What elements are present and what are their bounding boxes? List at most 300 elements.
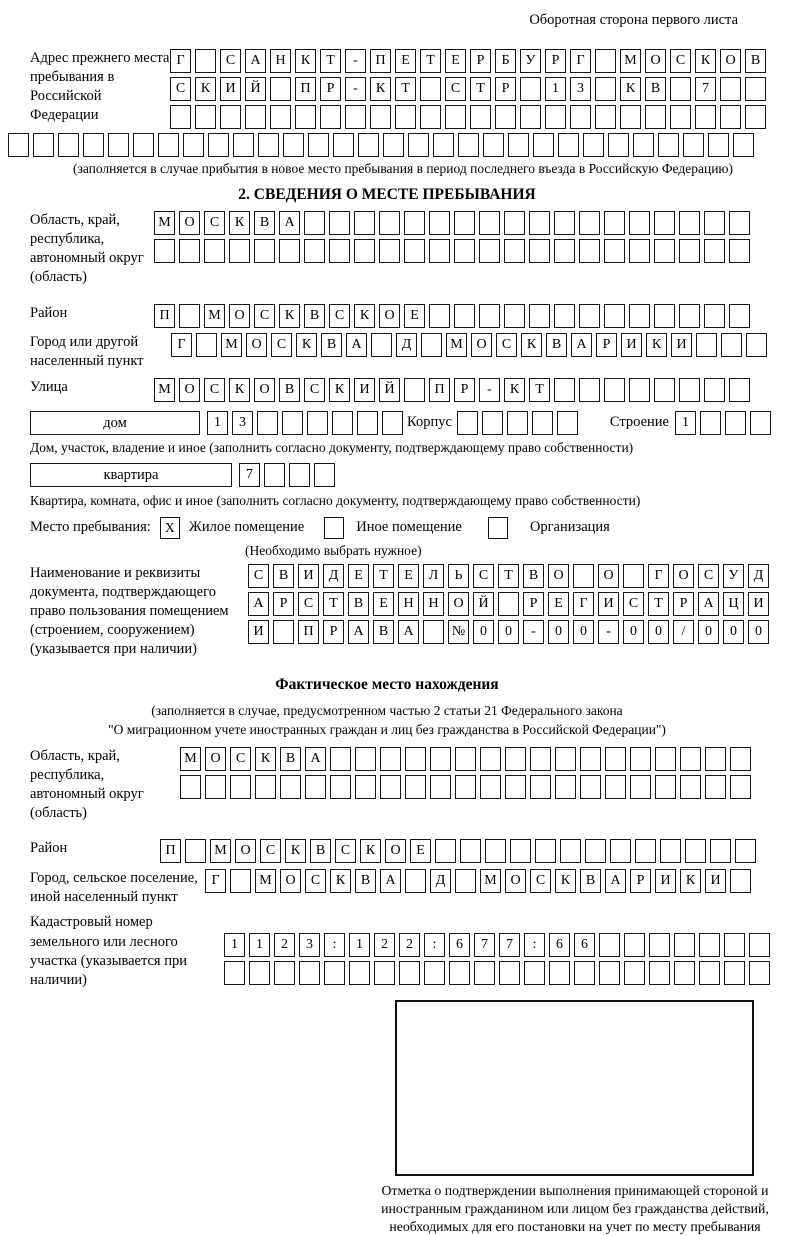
char-box[interactable] — [745, 105, 766, 129]
char-box[interactable] — [454, 211, 475, 235]
char-box[interactable]: В — [279, 378, 300, 402]
char-box[interactable]: О — [645, 49, 666, 73]
char-box[interactable] — [554, 304, 575, 328]
char-box[interactable]: С — [254, 304, 275, 328]
char-box[interactable]: 1 — [207, 411, 228, 435]
char-box[interactable] — [685, 839, 706, 863]
char-box[interactable]: С — [230, 747, 251, 771]
char-box[interactable] — [649, 961, 670, 985]
char-box[interactable]: И — [671, 333, 692, 357]
char-box[interactable] — [730, 869, 751, 893]
char-box[interactable] — [629, 378, 650, 402]
char-box[interactable] — [579, 211, 600, 235]
char-box[interactable]: В — [310, 839, 331, 863]
char-box[interactable] — [379, 211, 400, 235]
char-box[interactable]: В — [546, 333, 567, 357]
char-box[interactable] — [295, 105, 316, 129]
char-box[interactable] — [658, 133, 679, 157]
char-box[interactable]: 7 — [499, 933, 520, 957]
char-box[interactable]: М — [154, 378, 175, 402]
char-box[interactable] — [457, 411, 478, 435]
char-box[interactable]: С — [670, 49, 691, 73]
char-box[interactable] — [608, 133, 629, 157]
char-box[interactable]: В — [254, 211, 275, 235]
char-box[interactable] — [270, 105, 291, 129]
char-box[interactable] — [380, 775, 401, 799]
char-box[interactable] — [746, 333, 767, 357]
char-box[interactable] — [357, 411, 378, 435]
char-box[interactable] — [380, 747, 401, 771]
char-box[interactable] — [670, 105, 691, 129]
char-box[interactable]: К — [680, 869, 701, 893]
char-box[interactable] — [674, 933, 695, 957]
char-box[interactable]: 2 — [274, 933, 295, 957]
char-box[interactable]: П — [160, 839, 181, 863]
char-box[interactable] — [404, 239, 425, 263]
char-box[interactable] — [320, 105, 341, 129]
char-box[interactable]: М — [480, 869, 501, 893]
char-box[interactable]: К — [504, 378, 525, 402]
char-box[interactable]: 0 — [548, 620, 569, 644]
char-box[interactable] — [620, 105, 641, 129]
char-box[interactable] — [645, 105, 666, 129]
char-box[interactable] — [329, 239, 350, 263]
char-box[interactable]: В — [280, 747, 301, 771]
char-box[interactable]: К — [695, 49, 716, 73]
char-box[interactable] — [710, 839, 731, 863]
char-box[interactable] — [455, 775, 476, 799]
char-box[interactable] — [424, 961, 445, 985]
char-box[interactable] — [480, 747, 501, 771]
char-box[interactable]: Р — [673, 592, 694, 616]
char-box[interactable] — [421, 333, 442, 357]
char-box[interactable]: О — [505, 869, 526, 893]
char-box[interactable]: О — [246, 333, 267, 357]
char-box[interactable] — [58, 133, 79, 157]
char-box[interactable]: К — [555, 869, 576, 893]
char-box[interactable]: П — [370, 49, 391, 73]
char-box[interactable] — [530, 775, 551, 799]
char-box[interactable]: О — [673, 564, 694, 588]
char-box[interactable] — [332, 411, 353, 435]
char-box[interactable] — [705, 747, 726, 771]
char-box[interactable]: Е — [395, 49, 416, 73]
char-box[interactable]: А — [380, 869, 401, 893]
char-box[interactable] — [579, 304, 600, 328]
char-box[interactable]: С — [329, 304, 350, 328]
char-box[interactable] — [504, 239, 525, 263]
char-box[interactable]: 1 — [349, 933, 370, 957]
char-box[interactable] — [133, 133, 154, 157]
char-box[interactable] — [510, 839, 531, 863]
char-box[interactable]: А — [248, 592, 269, 616]
char-box[interactable] — [374, 961, 395, 985]
char-box[interactable] — [605, 747, 626, 771]
char-box[interactable]: С — [298, 592, 319, 616]
char-box[interactable]: К — [285, 839, 306, 863]
char-box[interactable]: Д — [430, 869, 451, 893]
char-box[interactable]: 0 — [748, 620, 769, 644]
char-box[interactable] — [205, 775, 226, 799]
char-box[interactable] — [670, 77, 691, 101]
char-box[interactable] — [730, 747, 751, 771]
char-box[interactable]: И — [705, 869, 726, 893]
char-box[interactable]: М — [180, 747, 201, 771]
char-box[interactable] — [704, 211, 725, 235]
char-box[interactable] — [349, 961, 370, 985]
char-box[interactable]: К — [229, 211, 250, 235]
char-box[interactable]: О — [385, 839, 406, 863]
char-box[interactable]: 0 — [698, 620, 719, 644]
char-box[interactable]: П — [429, 378, 450, 402]
char-box[interactable] — [507, 411, 528, 435]
char-box[interactable]: Т — [498, 564, 519, 588]
char-box[interactable]: О — [235, 839, 256, 863]
apartment-type-box[interactable]: квартира — [30, 463, 232, 487]
char-box[interactable]: Р — [273, 592, 294, 616]
char-box[interactable] — [570, 105, 591, 129]
char-box[interactable] — [455, 747, 476, 771]
char-box[interactable] — [195, 49, 216, 73]
char-box[interactable]: № — [448, 620, 469, 644]
char-box[interactable]: 3 — [570, 77, 591, 101]
char-box[interactable]: - — [345, 49, 366, 73]
char-box[interactable] — [229, 239, 250, 263]
char-box[interactable]: Т — [320, 49, 341, 73]
char-box[interactable] — [208, 133, 229, 157]
char-box[interactable] — [679, 239, 700, 263]
char-box[interactable] — [230, 775, 251, 799]
char-box[interactable] — [358, 133, 379, 157]
char-box[interactable]: С — [698, 564, 719, 588]
char-box[interactable] — [330, 775, 351, 799]
char-box[interactable] — [725, 411, 746, 435]
char-box[interactable] — [580, 747, 601, 771]
char-box[interactable]: 2 — [399, 933, 420, 957]
char-box[interactable]: И — [598, 592, 619, 616]
char-box[interactable] — [679, 304, 700, 328]
char-box[interactable]: О — [448, 592, 469, 616]
char-box[interactable] — [630, 775, 651, 799]
char-box[interactable] — [195, 105, 216, 129]
char-box[interactable]: 0 — [723, 620, 744, 644]
char-box[interactable] — [423, 620, 444, 644]
char-box[interactable]: Ь — [448, 564, 469, 588]
char-box[interactable]: М — [255, 869, 276, 893]
char-box[interactable] — [354, 239, 375, 263]
char-box[interactable]: 0 — [573, 620, 594, 644]
char-box[interactable]: К — [360, 839, 381, 863]
char-box[interactable]: К — [620, 77, 641, 101]
char-box[interactable]: Р — [454, 378, 475, 402]
char-box[interactable]: С — [496, 333, 517, 357]
char-box[interactable]: Г — [171, 333, 192, 357]
char-box[interactable]: Й — [379, 378, 400, 402]
char-box[interactable] — [629, 304, 650, 328]
char-box[interactable] — [435, 839, 456, 863]
char-box[interactable]: 0 — [473, 620, 494, 644]
char-box[interactable] — [599, 933, 620, 957]
char-box[interactable] — [655, 747, 676, 771]
char-box[interactable] — [483, 133, 504, 157]
char-box[interactable]: К — [646, 333, 667, 357]
char-box[interactable] — [555, 747, 576, 771]
char-box[interactable] — [479, 239, 500, 263]
char-box[interactable] — [158, 133, 179, 157]
char-box[interactable] — [170, 105, 191, 129]
char-box[interactable]: Н — [398, 592, 419, 616]
char-box[interactable]: А — [305, 747, 326, 771]
char-box[interactable] — [579, 239, 600, 263]
char-box[interactable]: П — [295, 77, 316, 101]
char-box[interactable] — [485, 839, 506, 863]
char-box[interactable]: 0 — [498, 620, 519, 644]
char-box[interactable]: О — [598, 564, 619, 588]
char-box[interactable] — [595, 105, 616, 129]
char-box[interactable] — [470, 105, 491, 129]
char-box[interactable]: Г — [170, 49, 191, 73]
char-box[interactable] — [305, 775, 326, 799]
char-box[interactable] — [680, 747, 701, 771]
char-box[interactable] — [430, 775, 451, 799]
char-box[interactable]: Т — [395, 77, 416, 101]
char-box[interactable]: - — [345, 77, 366, 101]
char-box[interactable] — [395, 105, 416, 129]
char-box[interactable] — [595, 49, 616, 73]
char-box[interactable] — [449, 961, 470, 985]
char-box[interactable] — [304, 211, 325, 235]
char-box[interactable]: С — [220, 49, 241, 73]
char-box[interactable] — [185, 839, 206, 863]
char-box[interactable] — [604, 211, 625, 235]
char-box[interactable] — [695, 105, 716, 129]
char-box[interactable] — [480, 775, 501, 799]
char-box[interactable]: У — [723, 564, 744, 588]
char-box[interactable]: М — [446, 333, 467, 357]
char-box[interactable]: 0 — [623, 620, 644, 644]
char-box[interactable] — [654, 211, 675, 235]
char-box[interactable] — [314, 463, 335, 487]
char-box[interactable]: И — [748, 592, 769, 616]
char-box[interactable]: И — [220, 77, 241, 101]
char-box[interactable]: В — [304, 304, 325, 328]
char-box[interactable] — [554, 239, 575, 263]
char-box[interactable]: И — [655, 869, 676, 893]
char-box[interactable]: С — [204, 378, 225, 402]
char-box[interactable] — [504, 304, 525, 328]
char-box[interactable]: К — [330, 869, 351, 893]
char-box[interactable]: К — [370, 77, 391, 101]
char-box[interactable] — [279, 239, 300, 263]
char-box[interactable]: М — [210, 839, 231, 863]
char-box[interactable]: В — [348, 592, 369, 616]
char-box[interactable] — [679, 378, 700, 402]
char-box[interactable]: 1 — [545, 77, 566, 101]
char-box[interactable] — [654, 239, 675, 263]
char-box[interactable]: К — [521, 333, 542, 357]
char-box[interactable]: А — [346, 333, 367, 357]
char-box[interactable] — [258, 133, 279, 157]
char-box[interactable] — [224, 961, 245, 985]
char-box[interactable] — [330, 747, 351, 771]
char-box[interactable] — [720, 77, 741, 101]
char-box[interactable] — [180, 775, 201, 799]
char-box[interactable]: - — [598, 620, 619, 644]
char-box[interactable] — [179, 304, 200, 328]
char-box[interactable]: Р — [630, 869, 651, 893]
char-box[interactable] — [508, 133, 529, 157]
char-box[interactable]: К — [195, 77, 216, 101]
char-box[interactable]: В — [745, 49, 766, 73]
char-box[interactable] — [498, 592, 519, 616]
char-box[interactable]: О — [254, 378, 275, 402]
char-box[interactable]: Н — [423, 592, 444, 616]
char-box[interactable] — [420, 77, 441, 101]
char-box[interactable] — [299, 961, 320, 985]
char-box[interactable]: : — [324, 933, 345, 957]
char-box[interactable] — [83, 133, 104, 157]
char-box[interactable] — [730, 775, 751, 799]
char-box[interactable] — [585, 839, 606, 863]
char-box[interactable] — [408, 133, 429, 157]
char-box[interactable] — [33, 133, 54, 157]
char-box[interactable] — [649, 933, 670, 957]
char-box[interactable] — [220, 105, 241, 129]
char-box[interactable] — [529, 211, 550, 235]
char-box[interactable] — [529, 239, 550, 263]
char-box[interactable] — [629, 239, 650, 263]
char-box[interactable] — [454, 239, 475, 263]
char-box[interactable]: Т — [420, 49, 441, 73]
char-box[interactable] — [196, 333, 217, 357]
char-box[interactable]: Г — [573, 592, 594, 616]
char-box[interactable]: А — [398, 620, 419, 644]
char-box[interactable]: : — [424, 933, 445, 957]
char-box[interactable]: Ц — [723, 592, 744, 616]
char-box[interactable] — [749, 961, 770, 985]
char-box[interactable] — [554, 211, 575, 235]
char-box[interactable]: : — [524, 933, 545, 957]
char-box[interactable] — [520, 105, 541, 129]
char-box[interactable] — [429, 304, 450, 328]
char-box[interactable]: Р — [523, 592, 544, 616]
char-box[interactable] — [557, 411, 578, 435]
char-box[interactable]: О — [179, 211, 200, 235]
char-box[interactable] — [308, 133, 329, 157]
char-box[interactable] — [370, 105, 391, 129]
char-box[interactable]: С — [271, 333, 292, 357]
char-box[interactable] — [329, 211, 350, 235]
char-box[interactable] — [624, 933, 645, 957]
char-box[interactable] — [433, 133, 454, 157]
char-box[interactable] — [535, 839, 556, 863]
char-box[interactable]: С — [248, 564, 269, 588]
char-box[interactable] — [610, 839, 631, 863]
char-box[interactable] — [499, 961, 520, 985]
char-box[interactable]: А — [245, 49, 266, 73]
char-box[interactable] — [579, 378, 600, 402]
char-box[interactable] — [604, 378, 625, 402]
char-box[interactable] — [257, 411, 278, 435]
char-box[interactable]: В — [273, 564, 294, 588]
char-box[interactable] — [654, 378, 675, 402]
char-box[interactable]: А — [279, 211, 300, 235]
char-box[interactable] — [696, 333, 717, 357]
char-box[interactable]: 3 — [232, 411, 253, 435]
char-box[interactable] — [580, 775, 601, 799]
char-box[interactable] — [735, 839, 756, 863]
char-box[interactable] — [574, 961, 595, 985]
char-box[interactable]: Д — [748, 564, 769, 588]
char-box[interactable] — [530, 747, 551, 771]
char-box[interactable] — [420, 105, 441, 129]
char-box[interactable] — [724, 933, 745, 957]
char-box[interactable]: 1 — [675, 411, 696, 435]
char-box[interactable]: Т — [373, 564, 394, 588]
char-box[interactable]: Р — [596, 333, 617, 357]
char-box[interactable] — [454, 304, 475, 328]
char-box[interactable] — [704, 304, 725, 328]
char-box[interactable]: С — [530, 869, 551, 893]
char-box[interactable] — [604, 239, 625, 263]
char-box[interactable]: П — [298, 620, 319, 644]
char-box[interactable]: / — [673, 620, 694, 644]
char-box[interactable] — [283, 133, 304, 157]
char-box[interactable] — [405, 869, 426, 893]
char-box[interactable] — [404, 211, 425, 235]
char-box[interactable]: С — [260, 839, 281, 863]
char-box[interactable]: О — [280, 869, 301, 893]
char-box[interactable] — [324, 961, 345, 985]
char-box[interactable] — [254, 239, 275, 263]
char-box[interactable]: Р — [320, 77, 341, 101]
char-box[interactable]: М — [154, 211, 175, 235]
char-box[interactable] — [699, 961, 720, 985]
char-box[interactable] — [660, 839, 681, 863]
char-box[interactable] — [482, 411, 503, 435]
char-box[interactable]: К — [354, 304, 375, 328]
char-box[interactable] — [533, 133, 554, 157]
char-box[interactable] — [704, 378, 725, 402]
char-box[interactable]: К — [329, 378, 350, 402]
char-box[interactable]: Т — [648, 592, 669, 616]
house-type-box[interactable]: дом — [30, 411, 200, 435]
char-box[interactable]: 6 — [574, 933, 595, 957]
char-box[interactable] — [345, 105, 366, 129]
char-box[interactable]: В — [580, 869, 601, 893]
char-box[interactable] — [529, 304, 550, 328]
char-box[interactable] — [633, 133, 654, 157]
char-box[interactable]: Д — [396, 333, 417, 357]
char-box[interactable] — [479, 211, 500, 235]
char-box[interactable] — [705, 775, 726, 799]
other-premises-checkbox[interactable] — [324, 517, 344, 539]
char-box[interactable] — [733, 133, 754, 157]
char-box[interactable]: С — [335, 839, 356, 863]
char-box[interactable] — [505, 775, 526, 799]
char-box[interactable]: М — [221, 333, 242, 357]
char-box[interactable]: 7 — [695, 77, 716, 101]
char-box[interactable] — [307, 411, 328, 435]
char-box[interactable] — [333, 133, 354, 157]
char-box[interactable] — [179, 239, 200, 263]
char-box[interactable] — [683, 133, 704, 157]
char-box[interactable]: К — [296, 333, 317, 357]
char-box[interactable] — [679, 211, 700, 235]
char-box[interactable]: О — [179, 378, 200, 402]
char-box[interactable]: О — [379, 304, 400, 328]
char-box[interactable]: А — [605, 869, 626, 893]
